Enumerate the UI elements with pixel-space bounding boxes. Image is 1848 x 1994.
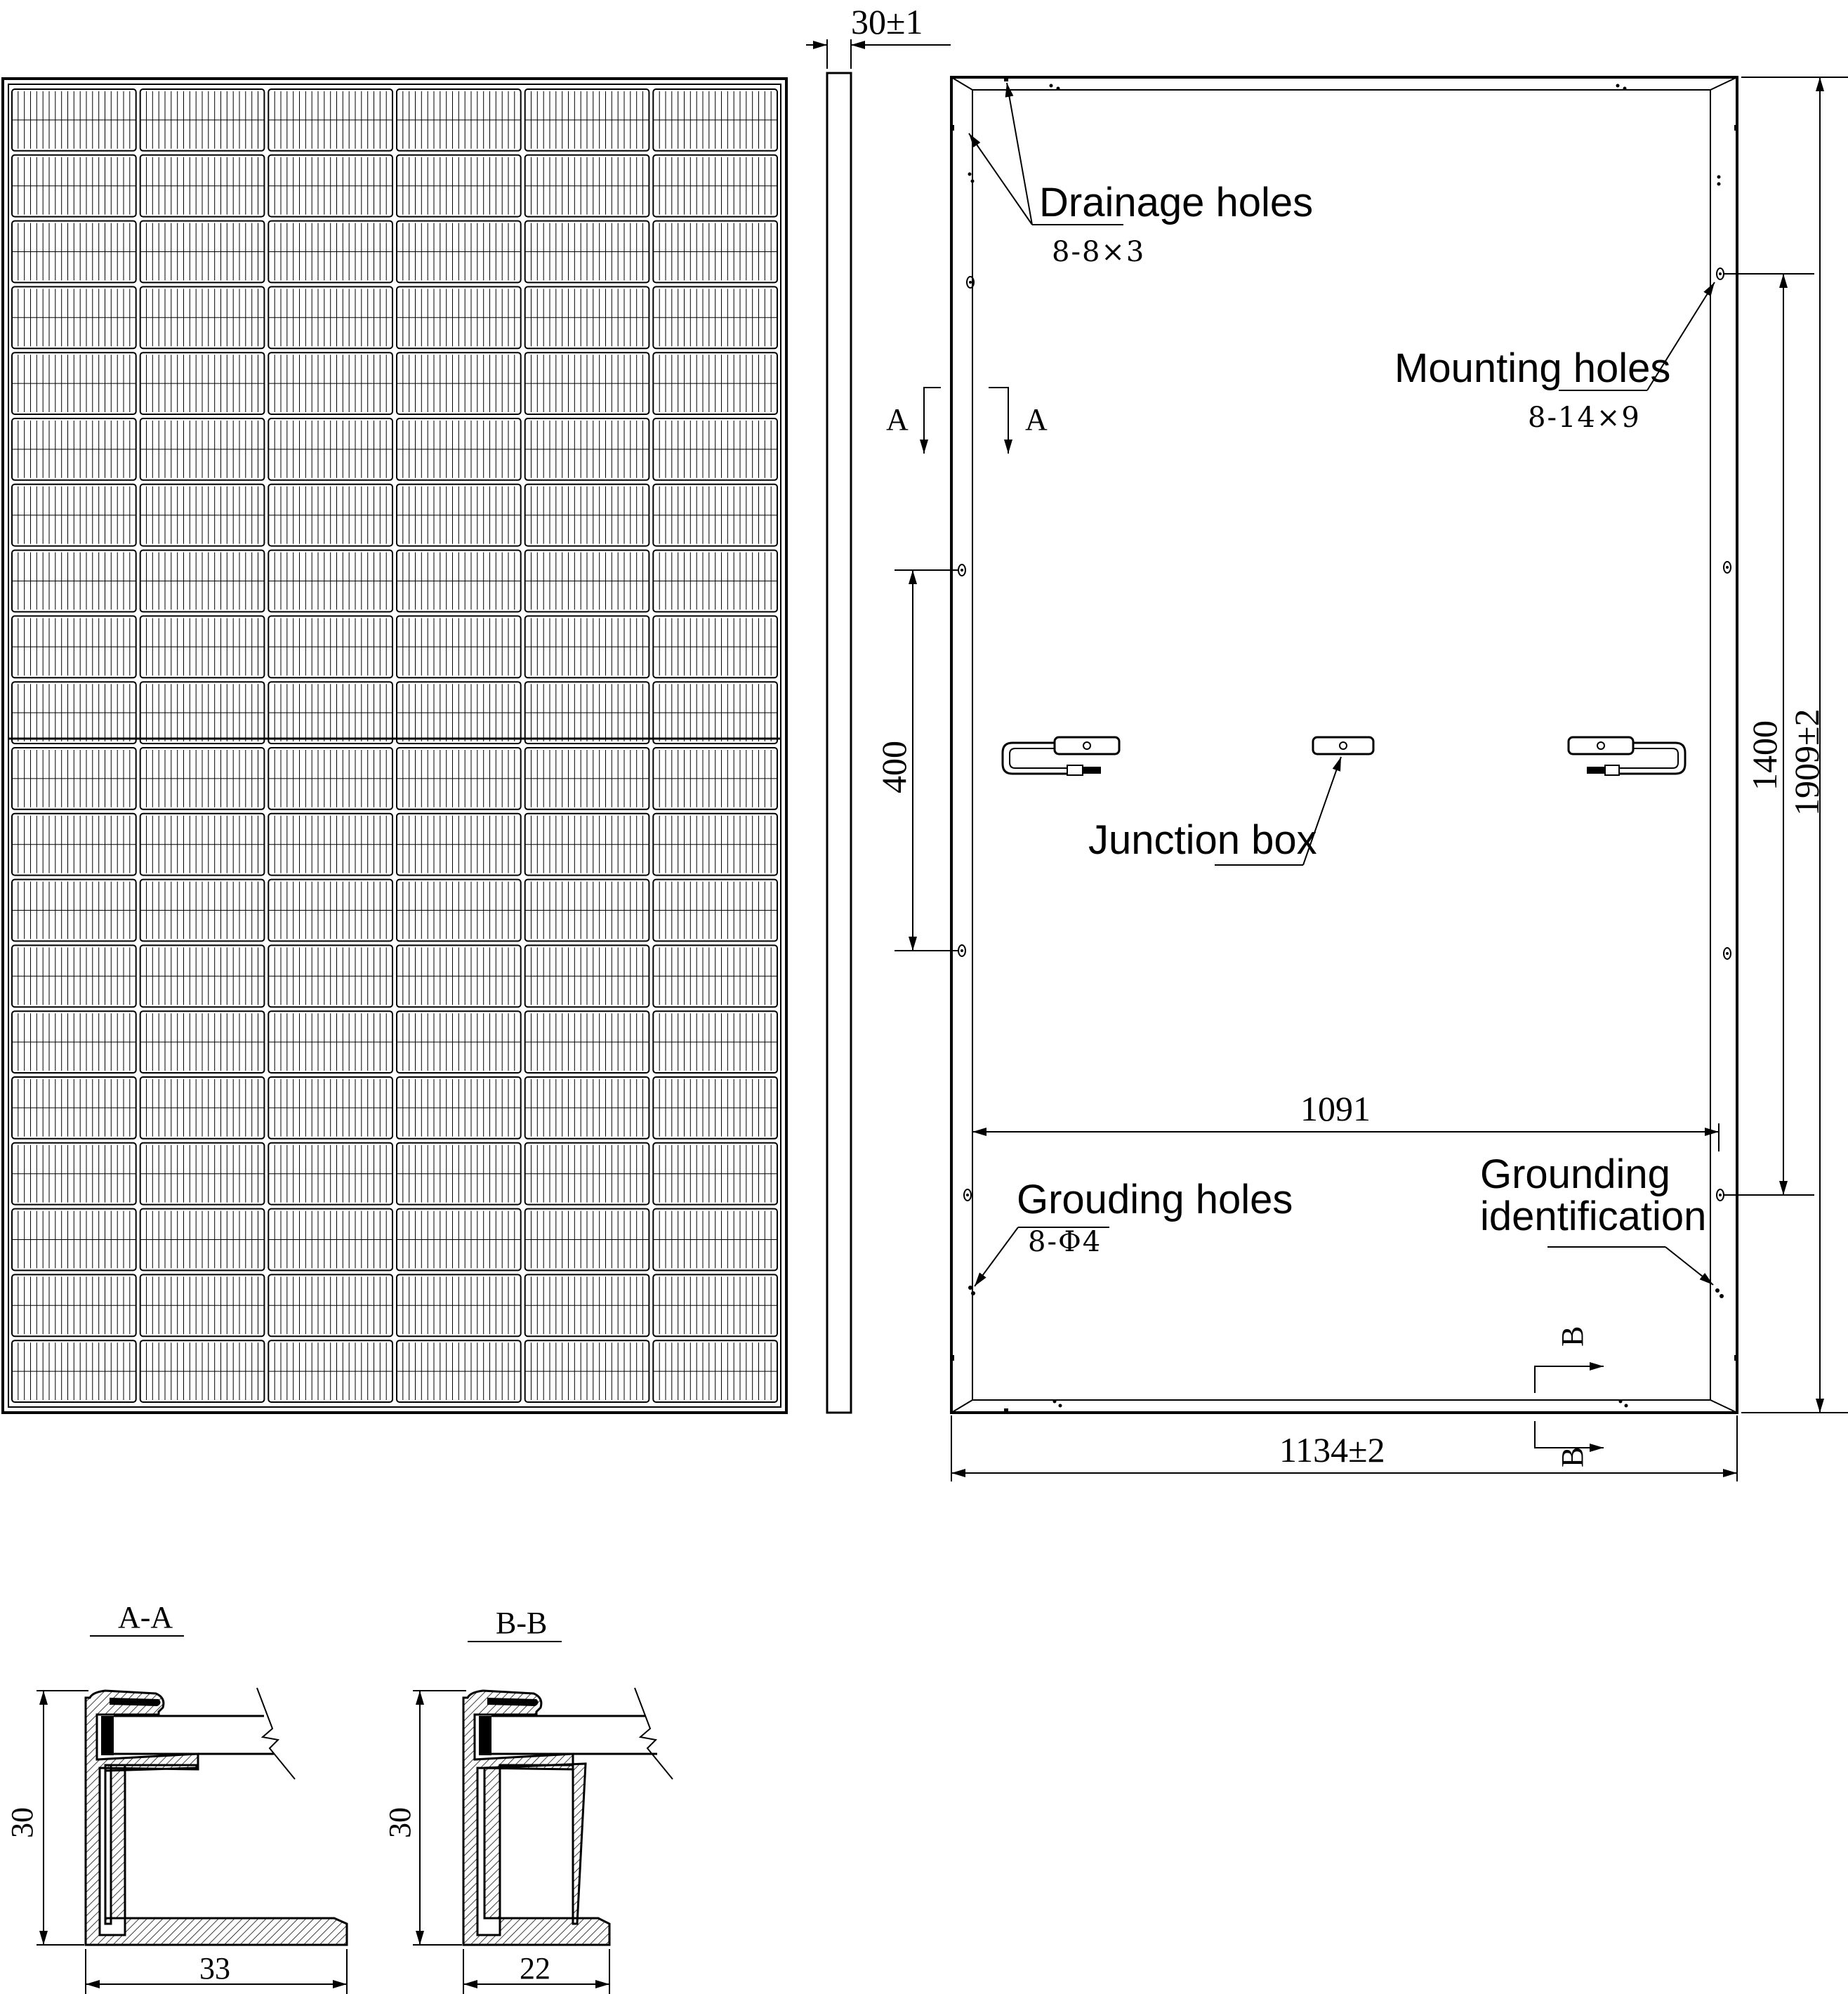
grounding-id-callout <box>1480 1151 1713 1285</box>
section-aa-width: 33 <box>199 1951 230 1986</box>
side-profile <box>827 73 851 1413</box>
dim-400-label: 400 <box>874 741 913 793</box>
grounding-title: Grouding holes <box>1017 1177 1293 1222</box>
break-line-bb <box>635 1688 673 1779</box>
thickness-dimension: 30±1 <box>851 2 923 41</box>
section-b-top: B <box>1555 1326 1590 1347</box>
side-view <box>806 2 951 1413</box>
section-aa-height: 30 <box>5 1807 39 1838</box>
frame-corner-br <box>1710 1400 1737 1413</box>
profile-aa <box>86 1691 347 1945</box>
grounding-id-line2: identification <box>1480 1194 1707 1239</box>
junction-box-right <box>1569 737 1685 775</box>
mounting-callout <box>1394 282 1715 434</box>
section-bb <box>383 1606 673 1994</box>
front-view <box>3 79 786 1413</box>
seal-top-aa <box>110 1698 161 1706</box>
grounding-spec: 8-Φ4 <box>1028 1226 1102 1258</box>
frame-corner-bl <box>951 1400 972 1413</box>
back-view <box>874 77 1848 1481</box>
section-bb-title: B-B <box>496 1606 548 1640</box>
section-marker-a <box>886 388 1048 454</box>
front-frame-outer <box>3 79 786 1413</box>
grounding-id-line1: Grounding <box>1480 1151 1670 1197</box>
grounding-callout <box>975 1177 1293 1286</box>
junction-box-left <box>1003 737 1119 775</box>
section-bb-height: 30 <box>383 1807 417 1838</box>
section-aa <box>5 1600 347 1994</box>
dim-1134-label: 1134±2 <box>1279 1430 1385 1470</box>
section-a-left: A <box>886 402 909 437</box>
junction-title: Junction box <box>1088 817 1317 863</box>
section-marker-b <box>1535 1326 1604 1467</box>
drainage-spec: 8-8×3 <box>1052 236 1146 268</box>
dim-1091 <box>972 1089 1719 1151</box>
dim-1091-label: 1091 <box>1300 1089 1371 1128</box>
frame-corner-tl <box>951 77 972 90</box>
frame-corner-tr <box>1710 77 1737 90</box>
dim-1909-label: 1909±2 <box>1787 708 1826 816</box>
break-line-aa <box>257 1688 295 1779</box>
dim-400 <box>874 570 958 951</box>
section-aa-title: A-A <box>118 1600 173 1635</box>
drainage-title: Drainage holes <box>1039 180 1314 225</box>
section-a-right: A <box>1025 402 1048 437</box>
dim-1134 <box>951 1415 1737 1481</box>
mounting-title: Mounting holes <box>1394 345 1671 391</box>
glass-seal-bb <box>479 1716 491 1755</box>
glass-seal-aa <box>101 1716 114 1755</box>
cell-grid <box>12 89 777 1402</box>
drainage-callout <box>969 83 1313 268</box>
junction-box-center <box>1313 737 1373 754</box>
dim-1400-label: 1400 <box>1745 720 1784 791</box>
section-bb-width: 22 <box>520 1951 550 1986</box>
grounding-holes <box>968 1286 1724 1298</box>
junction-callout <box>1088 757 1341 865</box>
seal-top-bb <box>487 1698 539 1706</box>
section-b-bottom: B <box>1555 1446 1590 1467</box>
mounting-spec: 8-14×9 <box>1528 402 1641 434</box>
